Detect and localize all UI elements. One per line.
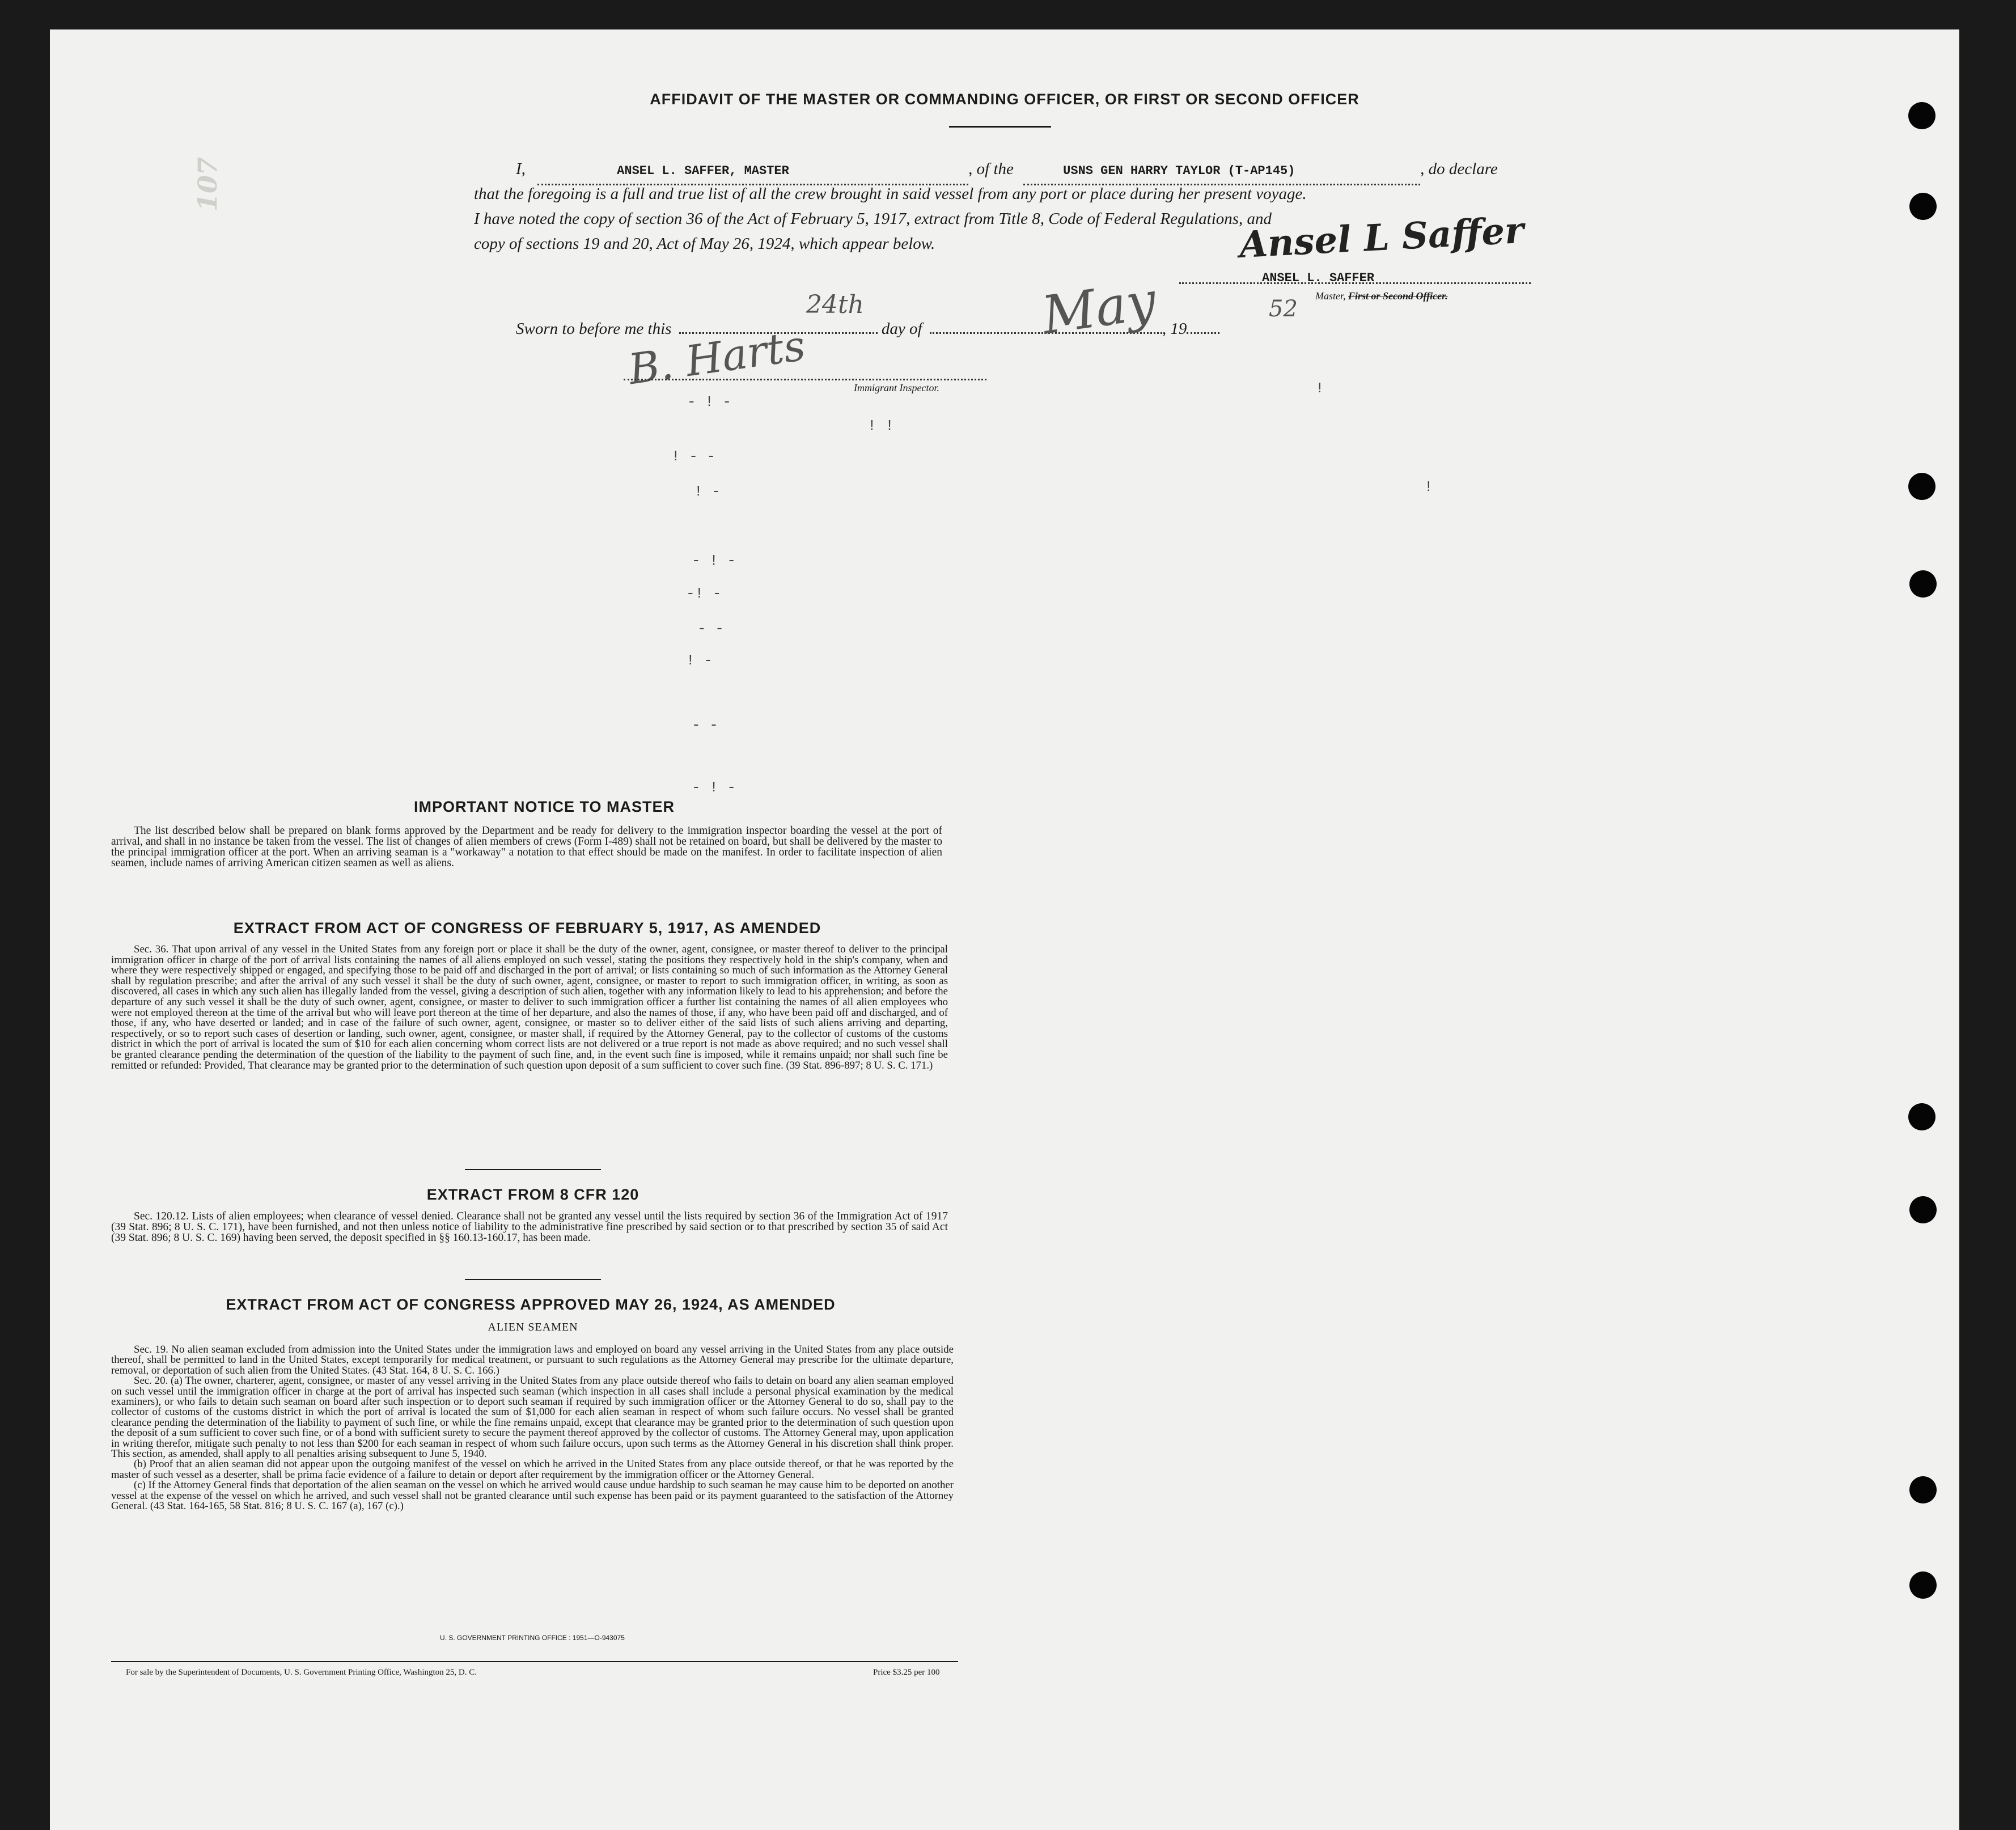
section-36-paragraph: Sec. 36. That upon arrival of any vessel in the United States from any foreign port or place it shall be the duty of the owner, agent, consignee, or master thereof to deliver to the principal immigration officer in charge of the port of arrival lists containing the names of all aliens employed on such vessel, stating the positions they respectively hold in the ship's company, when and where they were respectively shipped or engaged, and specifying those to be paid off and discharged in the port of arrival; or lists containing so much of such information as the Attorney General shall by regulation prescribe; and after the arrival of any such vessel it shall be the duty of such owner, agent, consignee, or master to report to such immigration officer, in writing, as soon as discovered, all cases in which any such alien has illegally landed from the vessel, giving a description of such alien, together with any information likely to lead to his apprehension; and before the departure of any such vessel it shall be the duty of such owner, agent, consignee, or master to deliver to such immigration officer a further list containing the names of all alien employees who were not employed thereon at the time of the arrival but who will leave port thereon at the time of her departure, and also the names of those, if any, who have been paid off and discharged, and of those, if any, who have deserted or landed; and in case of the failure of such owner, agent, consignee, or master so to deliver either of the said lists of such aliens arriving and departing, respectively, or so to report such cases of desertion or landing, such owner, agent, consignee, or master shall, if required by the Attorney General, pay to the collector of customs of the customs district in which the port of arrival is located the sum of $10 for each alien concerning whom correct lists are not delivered or a true report is not made as above required; and no such vessel shall be granted clearance pending the determination of the question of the liability to the payment of such fine, and, in the event such fine is imposed, while it remains unpaid; nor shall such fine be remitted or refunded: Provided, That clearance may be granted prior to the determination of such question upon deposit of a sum sufficient to cover such fine. (39 Stat. 896-897; 8 U. S. C. 171.) — [111, 943, 948, 1071]
sworn-label: Sworn to before me this — [516, 320, 672, 338]
price-line: Price $3.25 per 100 — [873, 1668, 940, 1677]
punch-hole — [1908, 102, 1935, 129]
punch-hole — [1909, 570, 1937, 598]
stray-mark: -! - — [686, 585, 722, 602]
stray-mark: - ! - — [687, 393, 732, 410]
day-of-label: day of — [881, 320, 922, 338]
extract-1917-text — [111, 944, 948, 1071]
year-handwritten: 52 — [1269, 296, 1298, 322]
printing-office-line: U. S. GOVERNMENT PRINTING OFFICE : 1951—O-943075 — [440, 1634, 625, 1642]
footer-rule — [111, 1661, 958, 1662]
vessel-name: USNS GEN HARRY TAYLOR (T-AP145) — [1063, 164, 1295, 178]
inspector-signature-line — [624, 379, 986, 380]
year-field — [1187, 315, 1219, 334]
punch-hole — [1909, 1196, 1937, 1223]
stray-mark: ! - - — [671, 448, 716, 465]
notice-paragraph: The list described below shall be prepared on blank forms approved by the Department and be ready for delivery to the immigration inspector boarding the vessel at the port of arrival, and shall in no instance be taken from the vessel. The list of changes of alien members of crews (Form I-489) shall not be retained on board, but shall be delivered by the master to the principal immigration officer at the port. When an arriving seaman is a "workaway" a notation to that effect should be made on the manifest. In order to facilitate inspection of alien seamen, include names of arriving American citizen seamen as well as aliens. — [111, 825, 942, 869]
stray-mark: ! — [1315, 380, 1324, 397]
declaration-prefix: I, — [516, 160, 526, 178]
punch-hole — [1908, 473, 1935, 500]
section-120-12-paragraph: Sec. 120.12. Lists of alien employees; when clearance of vessel denied. Clearance shall not be granted any vessel until the lists required by section 36 of the Immigration Act of 1917 (39 Stat. 896; 8 U. S. C. 171), have been furnished, and not then unless notice of liability to the administrative fine prescribed by said section or to that prescribed by section 35 of said Act (39 Stat. 896; 8 U. S. C. 169) having been served, the deposit specified in §§ 160.13-160.17, has been made. — [111, 1210, 948, 1244]
margin-page-number: 107 — [192, 156, 223, 212]
punch-hole — [1909, 1571, 1937, 1599]
punch-hole — [1909, 193, 1937, 220]
affidavit-title: AFFIDAVIT OF THE MASTER OR COMMANDING OFFICER, OR FIRST OR SECOND OFFICER — [650, 91, 1359, 108]
year-prefix: , 19 — [1162, 320, 1187, 338]
section-20a-paragraph: Sec. 20. (a) The owner, charterer, agent, consignee, or master of any vessel arriving in the United States from any place outside thereof who fails to detain on board any alien seaman employed on such vessel until the immigration officer in charge at the port of arrival has inspected such seaman (which inspection in all cases shall include a personal physical examination by the medical examiners), or who fails to detain such seaman on board after such inspection or to deport such seaman if required by such immigration officer or the Attorney General to do so, shall pay to the collector of customs of the customs district in which the port of arrival is located the sum of $1,000 for each alien seaman in respect of whom such failure occurs. No vessel shall be granted clearance pending the determination of the liability to payment of such fine, or while the fine remains unpaid, except that clearance may be granted prior to the determination of such question upon the deposit of a sum sufficient to cover such fine, or of a bond with sufficient surety to secure the payment thereof approved by the collector of customs. The Attorney General may, upon application in writing therefor, mitigate such penalty to not less than $200 for each seaman in respect of whom such failure occurs, upon such terms as the Attorney General in his discretion shall think proper. This section, as amended, shall apply to all penalties arising subsequent to June 5, 1940. — [111, 1375, 954, 1460]
extract-1917-heading: EXTRACT FROM ACT OF CONGRESS OF FEBRUARY 5, 1917, AS AMENDED — [233, 920, 821, 937]
section-rule — [465, 1169, 601, 1170]
declaration-line-2: that the foregoing is a full and true list of all the crew brought in said vessel from any port or place during her present voyage. — [474, 185, 1307, 203]
signer-typed-name: ANSEL L. SAFFER — [1262, 271, 1375, 285]
punch-hole — [1909, 1476, 1937, 1503]
master-name: ANSEL L. SAFFER, MASTER — [617, 164, 789, 178]
stray-mark: - ! - — [692, 552, 736, 569]
extract-cfr-text — [111, 1211, 948, 1243]
punch-hole — [1908, 1103, 1935, 1130]
extract-cfr-heading: EXTRACT FROM 8 CFR 120 — [426, 1186, 639, 1203]
of-the-label: , of the — [968, 160, 1014, 178]
notice-heading: IMPORTANT NOTICE TO MASTER — [414, 798, 675, 815]
alien-seamen-subheading: ALIEN SEAMEN — [488, 1321, 578, 1333]
signer-title-master: Master, — [1315, 290, 1346, 302]
notice-text — [111, 825, 942, 869]
master-signature: Ansel L Saffer — [1238, 209, 1525, 267]
signer-title — [1315, 290, 1448, 302]
inspector-signature: B. Harts — [625, 321, 808, 395]
declaration-line-3: I have noted the copy of section 36 of the Act of February 5, 1917, extract from Title 8, Code of Federal Regulations, and — [474, 210, 1272, 228]
section-20b-paragraph: (b) Proof that an alien seaman did not appear upon the outgoing manifest of the vessel on which he arrived in the United States from any place outside thereof, or that he was reported by the master of such vessel as a deserter, shall be prima facie evidence of a failure to detain or deport after requirement by the immigration officer or the Attorney General. — [111, 1458, 954, 1481]
stray-mark: ! - — [694, 483, 721, 500]
section-20c-paragraph: (c) If the Attorney General finds that deportation of the alien seaman on the vessel on which he arrived would cause undue hardship to such seaman he may cause him to be deported on another vessel at the expense of the vessel on which he arrived, and such vessel shall not be granted clearance until such expense has been paid or its payment guaranteed to the satisfaction of the Attorney General. (43 Stat. 164-165, 58 Stat. 816; 8 U. S. C. 167 (a), 167 (c).) — [111, 1479, 954, 1513]
do-declare-label: , do declare — [1420, 160, 1498, 178]
stray-mark: - - — [692, 717, 718, 734]
section-19-paragraph: Sec. 19. No alien seaman excluded from admission into the United States under the immigration laws and employed on board any vessel arriving in the United States from any place outside thereof, shall be permitted to land in the United States, except temporarily for medical treatment, or pursuant to such regulations as the Attorney General may prescribe for the ultimate departure, removal, or deportation of such alien from the United States. (43 Stat. 164, 8 U. S. C. 166.) — [111, 1344, 954, 1376]
sworn-month-handwritten: May — [1038, 270, 1160, 346]
section-rule — [465, 1279, 601, 1280]
for-sale-line: For sale by the Superintendent of Documents, U. S. Government Printing Office, Washington 25, D. C. — [126, 1668, 477, 1677]
stray-mark: - ! - — [692, 779, 736, 796]
signer-title-struck: First or Second Officer. — [1348, 290, 1448, 302]
stray-mark: - - — [697, 620, 724, 637]
extract-1924-heading: EXTRACT FROM ACT OF CONGRESS APPROVED MAY 26, 1924, AS AMENDED — [226, 1296, 836, 1313]
title-rule — [949, 126, 1051, 128]
sworn-day-handwritten: 24th — [806, 290, 865, 319]
inspector-label: Immigrant Inspector. — [854, 382, 939, 393]
stray-mark: ! ! — [867, 417, 894, 434]
declaration-line-4: copy of sections 19 and 20, Act of May 26, 1924, which appear below. — [474, 235, 935, 253]
extract-1924-text — [111, 1345, 954, 1512]
stray-mark: ! — [1424, 478, 1433, 495]
sworn-line — [516, 315, 1366, 341]
stray-mark: ! - — [686, 652, 713, 669]
